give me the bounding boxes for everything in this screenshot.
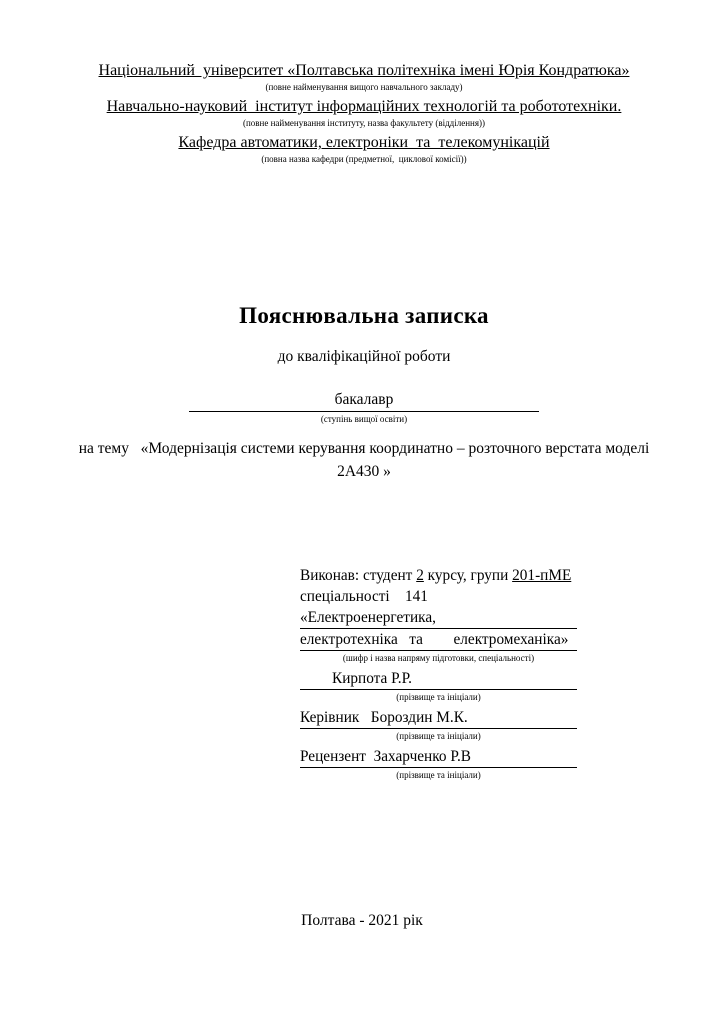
reviewer-caption: (прізвище та ініціали) [396, 770, 481, 780]
footer-city-year: Полтава - 2021 рік [301, 912, 423, 929]
department-group [62, 132, 666, 165]
executor-line [300, 565, 577, 586]
executor-mid: курсу, групи [423, 567, 513, 584]
university-name: Національний університет «Полтавська політехніка імені Юрія Кондратюка» [98, 62, 630, 79]
topic-text: на тему «Модернізація системи керування координатно – розточного верстата моделі 2А430 » [78, 440, 654, 480]
document-title: Пояснювальна записка [239, 303, 489, 328]
reviewer-line: Рецензент Захарченко Р.В [300, 746, 577, 768]
title-block [62, 302, 666, 483]
document-subtitle: до кваліфікаційної роботи [277, 348, 451, 365]
institute-caption: (повне найменування інституту, назва факультету (відділення)) [242, 118, 485, 128]
degree-line: бакалавр [189, 390, 539, 412]
executor-course: 2 [416, 567, 424, 584]
supervisor-line: Керівник Бороздин М.К. [300, 707, 577, 729]
specialty-caption: (шифр і назва напряму підготовки, спеціальності) [342, 653, 535, 663]
supervisor-caption: (прізвище та ініціали) [396, 731, 481, 741]
degree-caption: (ступінь вищої освіти) [320, 414, 408, 424]
specialty-line-1: спеціальності 141 «Електроенергетика, [300, 586, 577, 629]
department-name: Кафедра автоматики, електроніки та телекомунікацій [178, 134, 550, 151]
author-block [300, 565, 577, 785]
student-name-line: Кирпота Р.Р. [300, 668, 577, 690]
university-caption: (повне найменування вищого навчального закладу) [265, 82, 463, 92]
executor-prefix: Виконав: студент [300, 567, 417, 584]
institute-name: Навчально-науковий інститут інформаційних технологій та робототехніки. [106, 98, 622, 115]
executor-group: 201-пМЕ [512, 567, 572, 584]
student-name-caption: (прізвище та ініціали) [396, 692, 481, 702]
institute-group [62, 96, 666, 129]
specialty-line-2: електротехніка та електромеханіка» [300, 629, 577, 651]
header [62, 60, 666, 168]
department-caption: (повна назва кафедри (предметної, циклової комісії)) [261, 154, 467, 164]
university-group [62, 60, 666, 93]
